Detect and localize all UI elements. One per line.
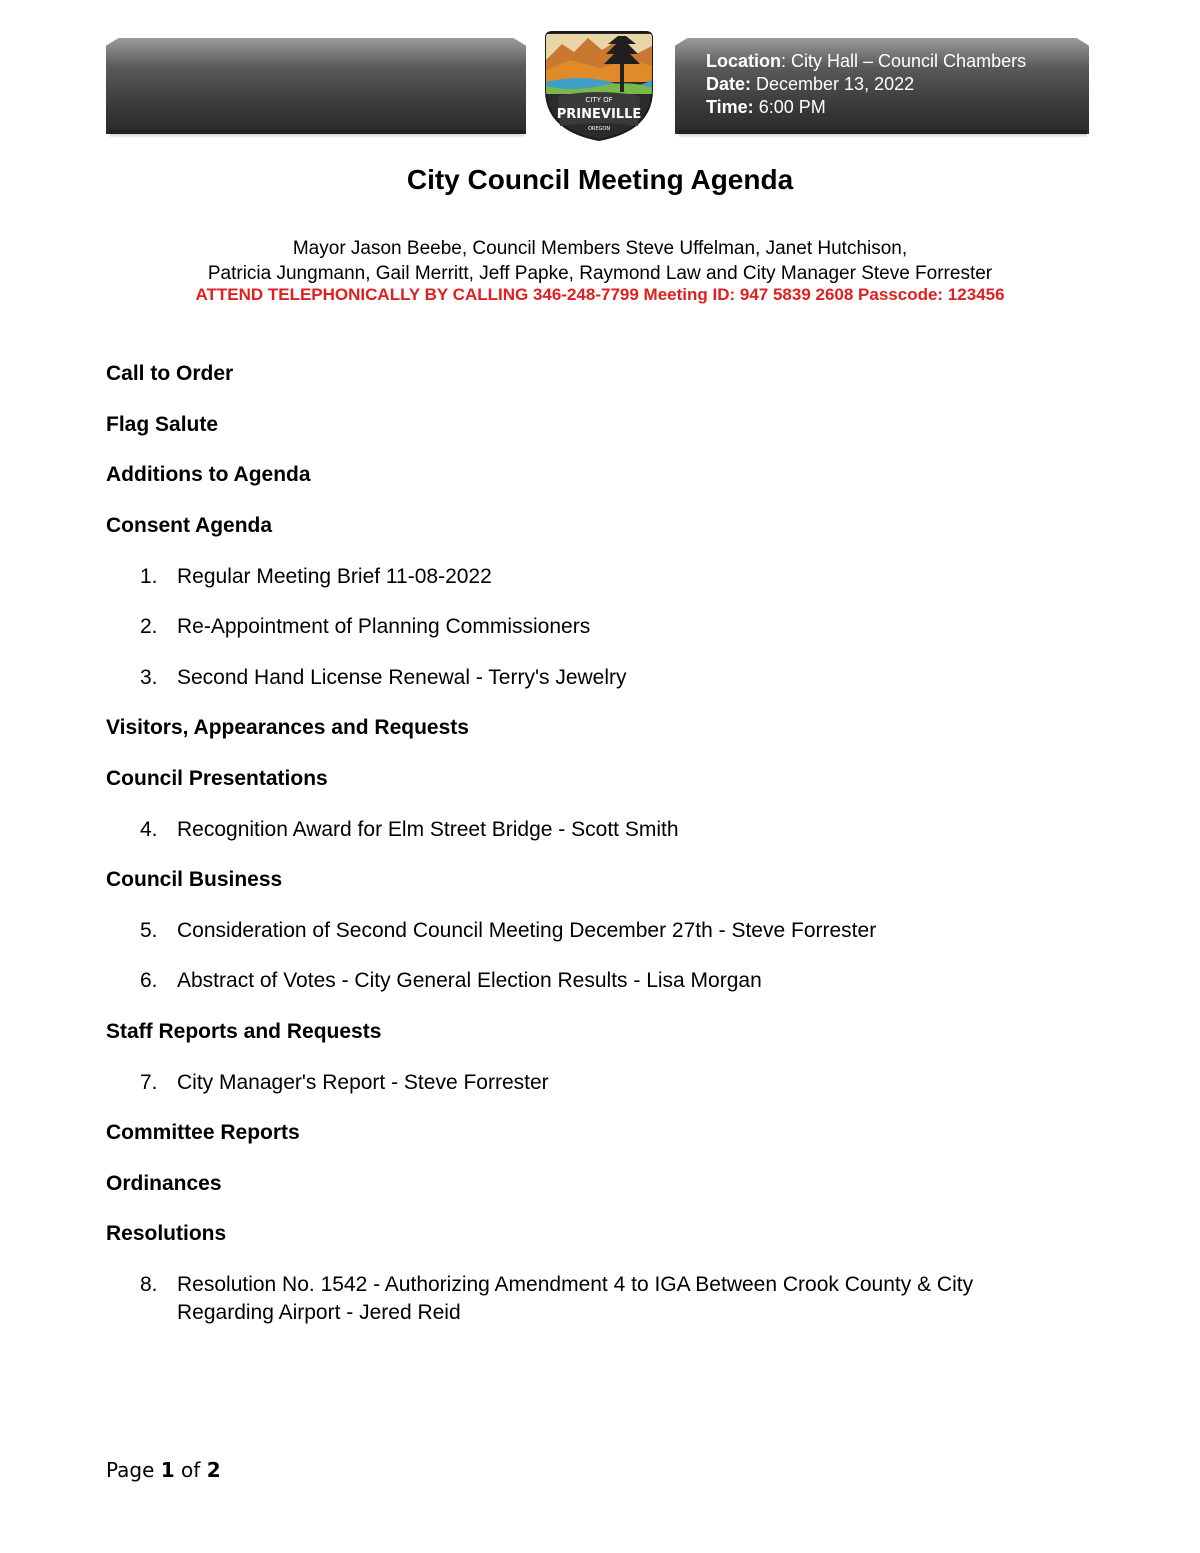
agenda-item: 1. Regular Meeting Brief 11-08-2022 (140, 565, 492, 588)
agenda-item: 4. Recognition Award for Elm Street Bridge - Scott Smith (140, 818, 679, 841)
phone-notice: ATTEND TELEPHONICALLY BY CALLING 346-248-7799 Meeting ID: 947 5839 2608 Passcode: 123456 (195, 285, 1005, 304)
section-additions: Additions to Agenda (106, 463, 311, 486)
logo-text-main: PRINEVILLE (556, 107, 642, 122)
agenda-item: 2. Re-Appointment of Planning Commissioners (140, 615, 591, 638)
agenda-item-continued: Regarding Airport - Jered Reid (177, 1301, 461, 1324)
section-presentations: Council Presentations (106, 767, 328, 790)
city-logo (540, 30, 658, 142)
members-line-1: Mayor Jason Beebe, Council Members Steve Uffelman, Janet Hutchison, (292, 238, 908, 259)
section-flag-salute: Flag Salute (106, 413, 219, 436)
section-resolutions: Resolutions (106, 1222, 227, 1245)
section-visitors: Visitors, Appearances and Requests (106, 716, 469, 739)
page-number: Page 1 of 2 (106, 1458, 221, 1482)
agenda-item: 7. City Manager's Report - Steve Forrester (140, 1071, 549, 1094)
council-members (0, 236, 1200, 286)
header-banner-left (106, 38, 526, 134)
section-ordinances: Ordinances (106, 1172, 222, 1195)
agenda-item: 6. Abstract of Votes - City General Election Results - Lisa Morgan (140, 969, 762, 992)
section-call-to-order: Call to Order (106, 362, 234, 385)
section-consent: Consent Agenda (106, 514, 273, 537)
agenda-item: 3. Second Hand License Renewal - Terry's Jewelry (140, 666, 627, 689)
logo-text-top: CITY OF (585, 96, 613, 104)
logo-text-sub: OREGON (587, 126, 611, 132)
section-staff: Staff Reports and Requests (106, 1020, 382, 1043)
agenda-item: 5. Consideration of Second Council Meeting December 27th - Steve Forrester (140, 919, 877, 942)
agenda-item: 8. Resolution No. 1542 - Authorizing Amendment 4 to IGA Between Crook County & City (140, 1273, 974, 1296)
page-title: City Council Meeting Agenda (406, 164, 794, 195)
time-line: Time: 6:00 PM (706, 97, 826, 117)
banner-shadow (110, 130, 524, 138)
date-line: Date: December 13, 2022 (706, 74, 915, 94)
meeting-info (706, 50, 1026, 119)
section-committee: Committee Reports (106, 1121, 300, 1144)
members-line-2: Patricia Jungmann, Gail Merritt, Jeff Papke, Raymond Law and City Manager Steve Forrester (207, 263, 993, 284)
section-business: Council Business (106, 868, 283, 891)
location-line: Location: City Hall – Council Chambers (706, 51, 1027, 71)
banner-shadow (679, 130, 1087, 138)
